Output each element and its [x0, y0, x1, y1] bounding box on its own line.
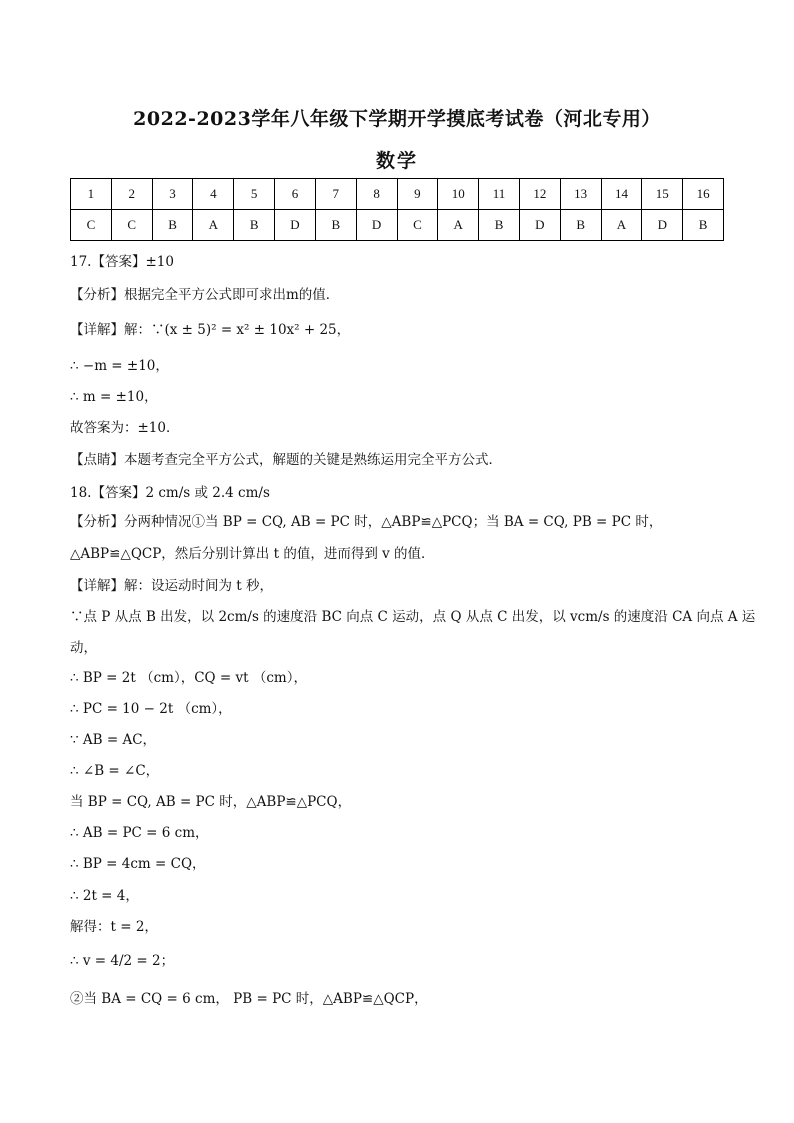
q18-solution-step: ②当 BA = CQ = 6 cm， PB = PC 时，△ABP≌△QCP，: [70, 991, 428, 1007]
subject-heading: 数学: [375, 150, 418, 172]
answer-cell: B: [234, 210, 275, 241]
question-number-cell: 12: [519, 179, 560, 210]
answer-cell: B: [683, 210, 724, 241]
answer-cell: D: [519, 210, 560, 241]
question-number-cell: 1: [71, 179, 112, 210]
q18-solution-step: ∵ AB = AC，: [70, 732, 157, 748]
question-number-cell: 9: [397, 179, 438, 210]
question-number-cell: 14: [601, 179, 642, 210]
q18-solution-step: ∴ BP = 2t （cm），CQ = vt （cm），: [70, 670, 307, 686]
q18-solution-step: 【详解】解：设运动时间为 t 秒，: [70, 578, 274, 594]
answer-cell: C: [111, 210, 152, 241]
q17-conclusion: 故答案为：±10．: [70, 420, 180, 436]
answer-cell: D: [642, 210, 683, 241]
question-number-cell: 16: [683, 179, 724, 210]
q18-solution-step: ∴ ∠B = ∠C，: [70, 763, 160, 779]
answer-cell: A: [193, 210, 234, 241]
answer-cell: B: [315, 210, 356, 241]
q18-analysis-cont: △ABP≌△QCP，然后分别计算出 t 的值，进而得到 v 的值．: [70, 546, 435, 562]
question-number-cell: 11: [479, 179, 520, 210]
question-number-cell: 8: [356, 179, 397, 210]
q18-solution-step: 当 BP = CQ, AB = PC 时，△ABP≌△PCQ，: [70, 794, 352, 810]
q17-solution-step: ∴ m = ±10，: [70, 389, 158, 405]
answer-row: [71, 210, 724, 241]
q17-comment: 【点睛】本题考查完全平方公式，解题的关键是熟练运用完全平方公式．: [70, 452, 502, 468]
document-title: 2022-2023学年八年级下学期开学摸底考试卷（河北专用）: [133, 108, 661, 130]
question-number-cell: 4: [193, 179, 234, 210]
answer-cell: B: [152, 210, 193, 241]
question-number-cell: 6: [275, 179, 316, 210]
q18-solution-step: ∴ AB = PC = 6 cm，: [70, 825, 209, 841]
q18-solution-step: 动，: [70, 640, 97, 656]
answer-cell: C: [71, 210, 112, 241]
answer-cell: D: [356, 210, 397, 241]
answer-cell: B: [479, 210, 520, 241]
answer-cell: D: [275, 210, 316, 241]
question-number-cell: 13: [560, 179, 601, 210]
answer-cell: B: [560, 210, 601, 241]
question-number-cell: 15: [642, 179, 683, 210]
question-number-cell: 2: [111, 179, 152, 210]
answer-cell: C: [397, 210, 438, 241]
q18-solution-step: ∵点 P 从点 B 出发，以 2cm/s 的速度沿 BC 向点 C 运动，点 Q 从点 C 出发，以 vcm/s 的速度沿 CA 向点 A 运: [70, 609, 756, 625]
q17-analysis: 【分析】根据完全平方公式即可求出m的值．: [70, 287, 340, 303]
q18-solution-step: ∴ BP = 4cm = CQ，: [70, 856, 206, 872]
question-number-cell: 7: [315, 179, 356, 210]
answer-cell: A: [601, 210, 642, 241]
q18-solution-step: ∴ 2t = 4，: [70, 888, 139, 904]
q18-solution-step: ∴ v = 4/2 = 2；: [70, 953, 175, 969]
question-number-cell: 10: [438, 179, 479, 210]
answer-table: [70, 178, 724, 241]
q17-answer: 17.【答案】±10: [70, 254, 174, 270]
q17-solution-step: 【详解】解：∵(x ± 5)² = x² ± 10x² + 25，: [70, 322, 351, 338]
answer-cell: A: [438, 210, 479, 241]
q17-solution-step: ∴ −m = ±10，: [70, 358, 169, 374]
question-number-cell: 3: [152, 179, 193, 210]
q18-solution-step: 解得：t = 2，: [70, 919, 158, 935]
question-number-row: [71, 179, 724, 210]
q18-answer: 18.【答案】2 cm/s 或 2.4 cm/s: [70, 485, 270, 501]
question-number-cell: 5: [234, 179, 275, 210]
q18-analysis: 【分析】分两种情况①当 BP = CQ, AB = PC 时，△ABP≌△PCQ；当 BA = CQ, PB = PC 时，: [70, 514, 663, 530]
q18-solution-step: ∴ PC = 10 − 2t （cm），: [70, 701, 232, 717]
